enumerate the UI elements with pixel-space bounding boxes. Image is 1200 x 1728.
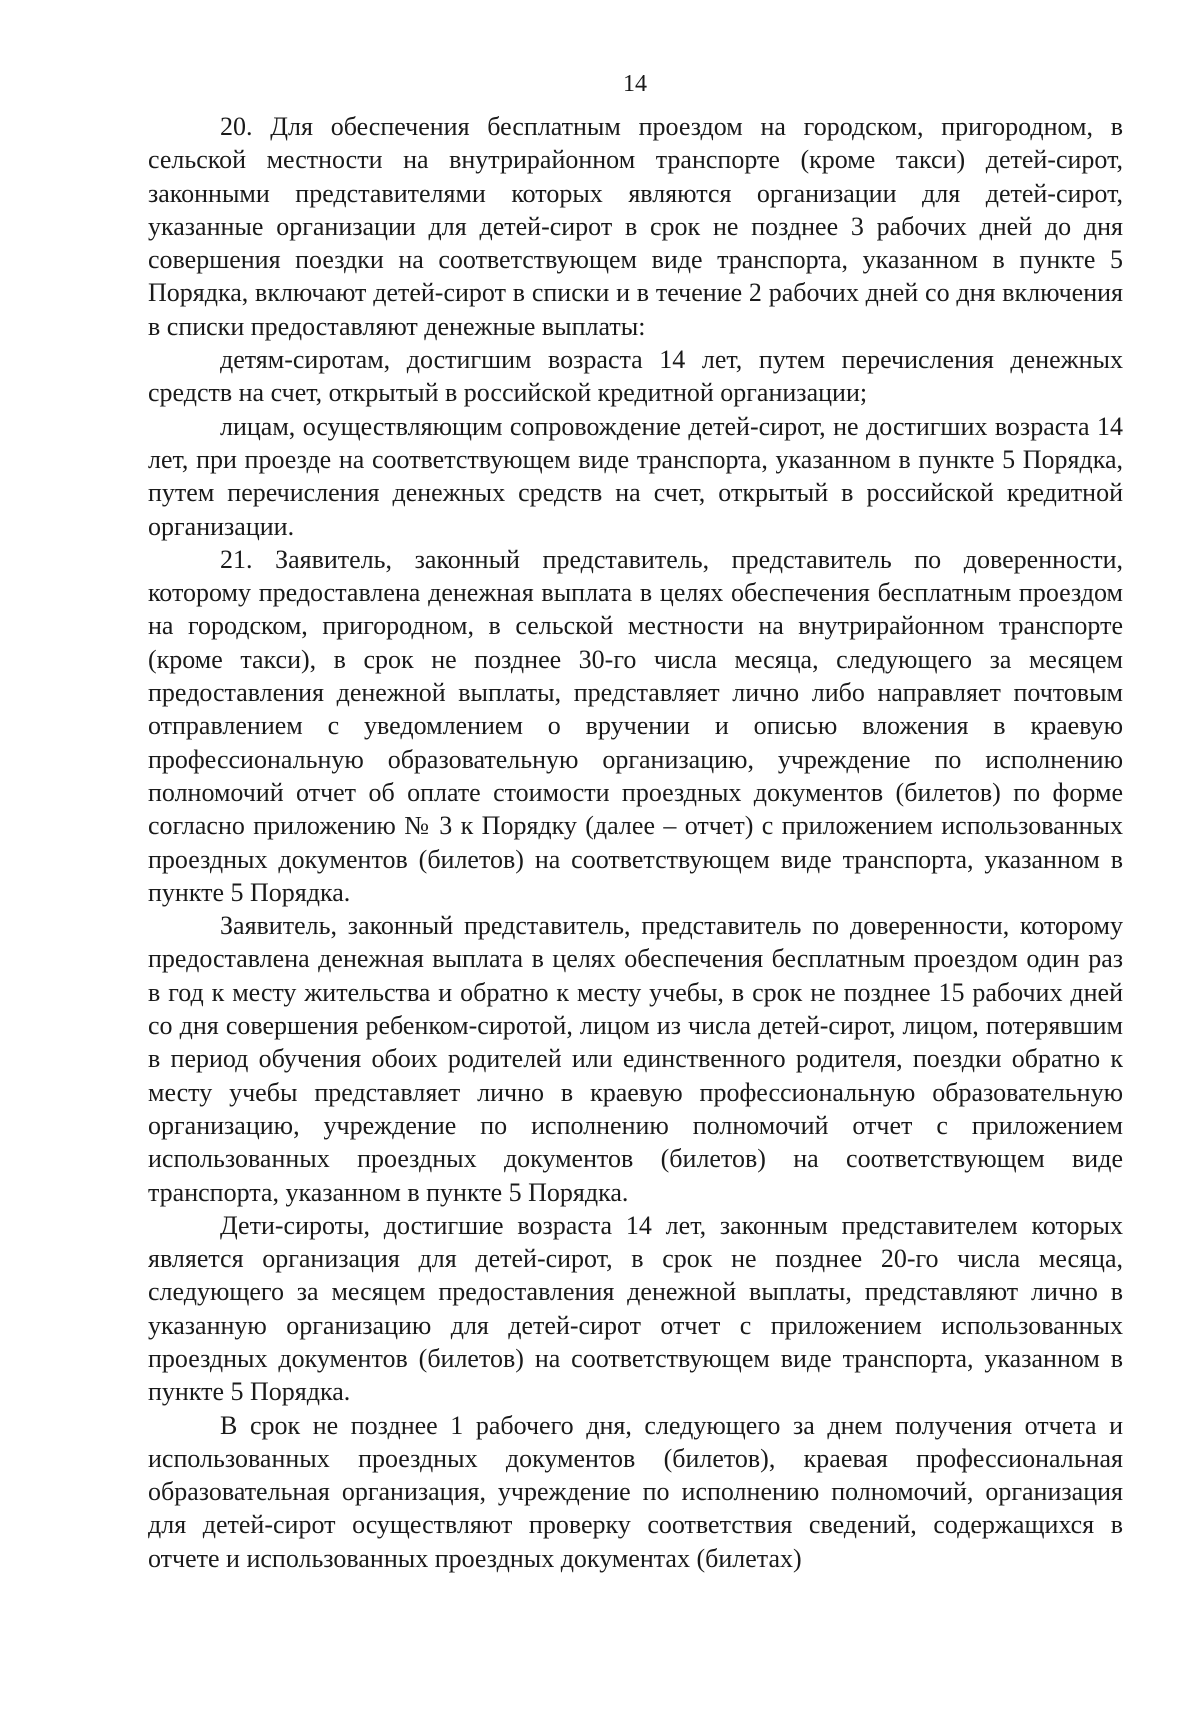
paragraph-accompanying-persons: лицам, осуществляющим сопровождение детей-сирот, не достигших возраста 14 лет, при проезде на соответствующем виде транспорта, указанном в пункте 5 Порядка, путем перечисления денежных средств на счет, открытый в российской кредитной организации.: [148, 411, 1123, 541]
paragraph-verification: В срок не позднее 1 рабочего дня, следующего за днем получения отчета и использованных проездных документов (билетов), краевая профессиональная образовательная организация, учреждение по исполнению полномочий, организация для детей-сирот осуществляют проверку соответствия сведений, содержащихся в отчете и использованных проездных документах (билетах): [148, 1410, 1123, 1573]
document-body: [148, 110, 1123, 1575]
page-number: 14: [623, 71, 647, 97]
paragraph-21: 21. Заявитель, законный представитель, представитель по доверенности, которому предоставлена денежная выплата в целях обеспечения бесплатным проездом на городском, пригородном, в сельской местности на внутрирайонном транспорте (кроме такси), в срок не позднее 30-го числа месяца, следующего за месяцем предоставления денежной выплаты, представляет лично либо направляет почтовым отправлением с уведомлением о вручении и описью вложения в краевую профессиональную образовательную организацию, учреждение по исполнению полномочий отчет об оплате стоимости проездных документов (билетов) по форме согласно приложению № 3 к Порядку (далее – отчет) с приложением использованных проездных документов (билетов) на соответствующем виде транспорта, указанном в пункте 5 Порядка.: [148, 544, 1123, 907]
paragraph-20: 20. Для обеспечения бесплатным проездом на городском, пригородном, в сельской местности на внутрирайонном транспорте (кроме такси) детей-сирот, законными представителями которых являются организации для детей-сирот, указанные организации для детей-сирот в срок не позднее 3 рабочих дней до дня совершения поездки на соответствующем виде транспорта, указанном в пункте 5 Порядка, включают детей-сирот в списки и в течение 2 рабочих дней со дня включения в списки предоставляют денежные выплаты:: [148, 112, 1123, 341]
paragraph-children-14-plus: детям-сиротам, достигшим возраста 14 лет, путем перечисления денежных средств на счет, открытый в российской кредитной организации;: [148, 345, 1123, 408]
paragraph-orphans-report: Дети-сироты, достигшие возраста 14 лет, законным представителем которых является организация для детей-сирот, в срок не позднее 20-го числа месяца, следующего за месяцем предоставления денежной выплаты, представляют лично в указанную организацию для детей-сирот отчет с приложением использованных проездных документов (билетов) на соответствующем виде транспорта, указанном в пункте 5 Порядка.: [148, 1210, 1123, 1407]
paragraph-annual-travel-report: Заявитель, законный представитель, представитель по доверенности, которому предоставлена денежная выплата в целях обеспечения бесплатным проездом один раз в год к месту жительства и обратно к месту учебы, в срок не позднее 15 рабочих дней со дня совершения ребенком-сиротой, лицом из числа детей-сирот, лицом, потерявшим в период обучения обоих родителей или единственного родителя, поездки обратно к месту учебы представляет лично в краевую профессиональную образовательную организацию, учреждение по исполнению полномочий отчет с приложением использованных проездных документов (билетов) на соответствующем виде транспорта, указанном в пункте 5 Порядка.: [148, 911, 1123, 1207]
